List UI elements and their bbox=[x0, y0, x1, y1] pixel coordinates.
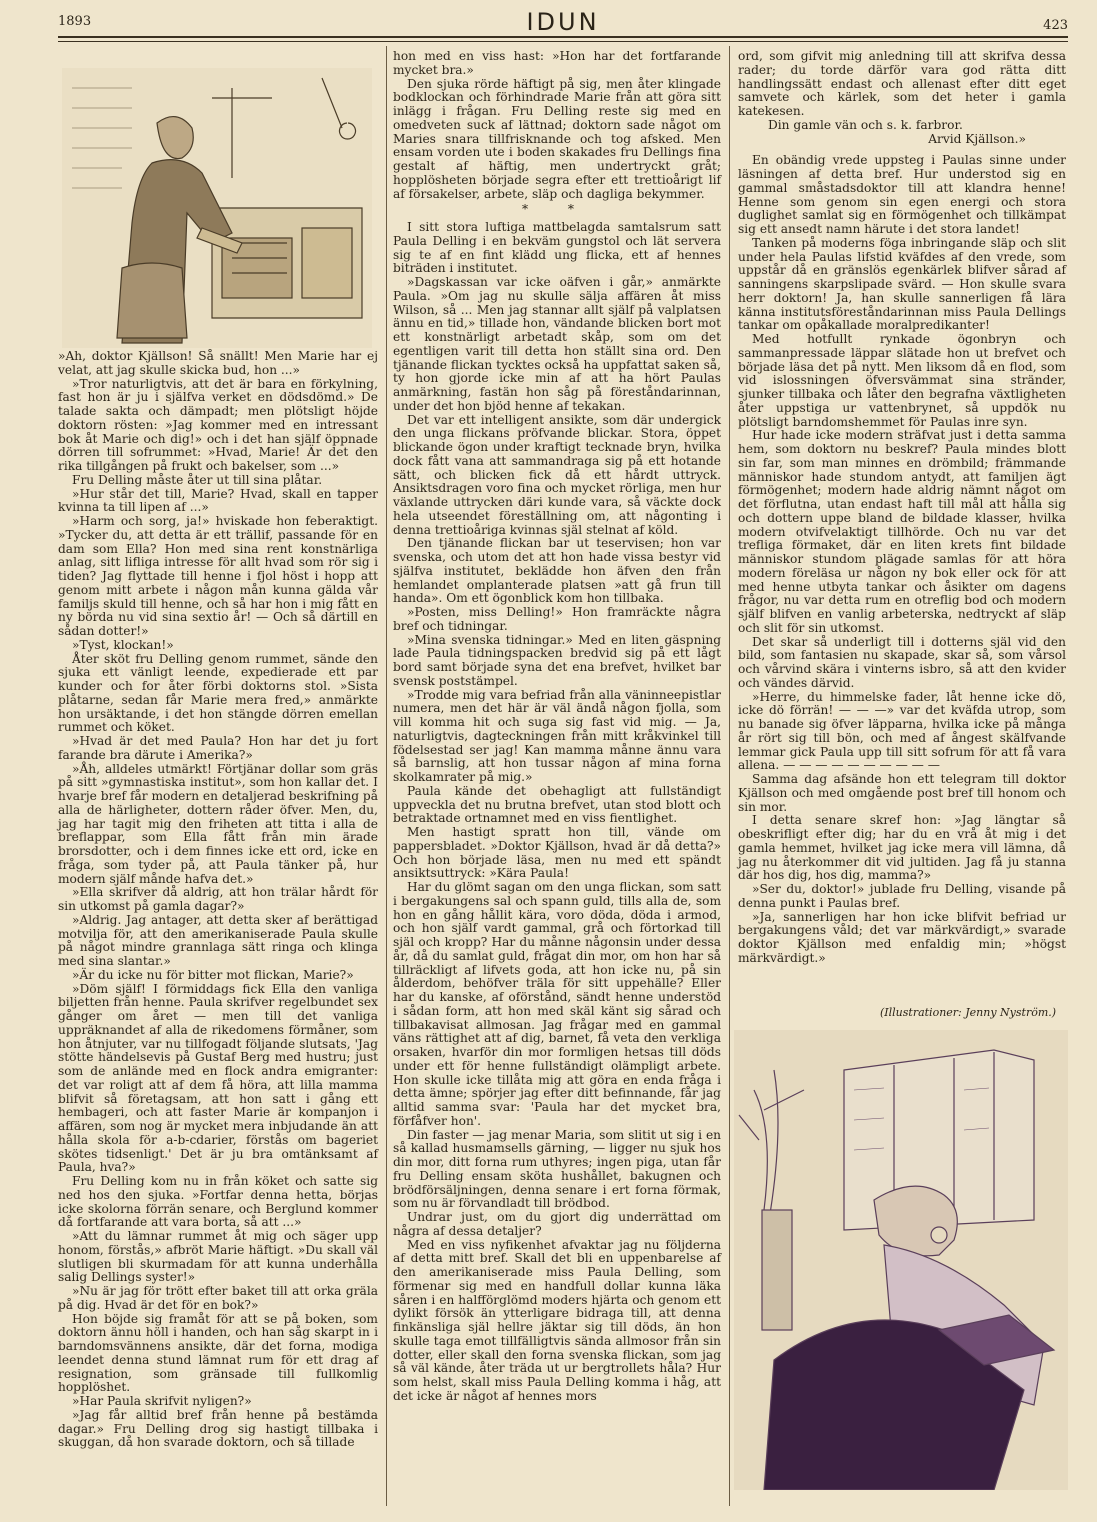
paragraph: »Har Paula skrifvit nyligen?» bbox=[72, 1394, 252, 1408]
paragraph: »Jag får alltid bref från henne på bestämda dagar.» Fru Delling drog sig hastigt tillbaka i skuggan, då hon svarade doktorn, och så tillade bbox=[58, 1407, 378, 1450]
paragraph: Det skar så underligt till i dotterns själ vid den bild, som fantasien nu skapade, skar så, som vårsol och vårvind skära i vinterns isbro, så att den kvider och vändes därvid. bbox=[738, 634, 1066, 690]
paragraph: »Mina svenska tidningar.» Med en liten gäspning lade Paula tidningspacken bredvid sig på ett lågt bord samt började syna det ena brefvet, hvilket bar svensk poststämpel. bbox=[393, 632, 721, 688]
column-left bbox=[58, 50, 378, 1450]
page-year: 1893 bbox=[58, 14, 92, 29]
paragraph: »Att du lämnar rummet åt mig och säger upp honom, förstås,» afbröt Marie häftigt. »Du skall väl slutligen bli skurmadam för att kunna underhålla salig Dellings syster!» bbox=[58, 1229, 378, 1285]
column-divider bbox=[386, 46, 387, 1506]
paragraph: I sitt stora luftiga mattbelagda samtalsrum satt Paula Delling i en bekväm gungstol och lät servera sig te af en fint klädd ung flicka, ett af hennes biträden i institutet. bbox=[393, 220, 721, 276]
paragraph: Men hastigt spratt hon till, vände om pappersbladet. »Doktor Kjällson, hvad är då detta?» Och hon började läsa, men nu med ett spändt ansiktsuttryck: »Kära Paula! bbox=[393, 825, 721, 881]
woman-reclining-illustration bbox=[734, 1030, 1068, 1490]
paragraph: Har du glömt sagan om den unga flickan, som satt i bergakungens sal och spann guld, tills alla de, som hon en gång hållit kära, voro döda, döda i armod, och hon själf vardt gammal, grå och förtorkad till själ och kropp? Har du månne någonsin under dessa år, då du samlat guld, frågat din mor, om hon har så tillräckligt af lifvets goda, att hon icke nu, på sin ålderdom, behöfver träla för sitt uppehälle? Eller har du kanske, af oförstånd, sändt henne understöd i sådan form, att hon med skäl känt sig sårad och tillbakavisat allmosan. Jag frågar med en gammal väns rättighet att af dig, barnet, få veta den verkliga orsaken, hvarför din mor formligen hetsas till döds under ett för henne fullständigt olämpligt arbete. Hon skulle icke tillåta mig att göra en enda fråga i detta ämne; spörjer jag efter ditt befinnande, får jag alltid samma svar: 'Paula har det mycket bra, förfåfver hon'. bbox=[393, 880, 721, 1128]
paragraph: Med hotfullt rynkade ögonbryn och sammanpressade läppar slätade hon ut brefvet och började läsa det på nytt. Men liksom då en flod, som vid islossningen öfversvämmat sina stränder, sjunker tillbaka och låter den begrafna växtligheten åter uppstiga ur vattenbrynet, så uppdök nu plötsligt barndomshemmet för Paulas inre syn. bbox=[738, 332, 1066, 429]
paragraph: Samma dag afsände hon ett telegram till doktor Kjällson och med omgående post bref till honom och sin mor. bbox=[738, 772, 1066, 814]
paragraph: »Ser du, doktor!» jublade fru Delling, visande på denna punkt i Paulas bref. bbox=[738, 882, 1066, 910]
page-header bbox=[58, 8, 1068, 38]
paragraph: »Nu är jag för trött efter baket till att orka gräla på dig. Hvad är det för en bok?» bbox=[58, 1284, 378, 1312]
paragraph: En obändig vrede uppsteg i Paulas sinne under läsningen af detta bref. Hur understod sig en gammal småstadsdoktor till att klandra henne! Henne som genom sin egen energi och stora duglighet samlat sig en förmögenhet och tillkämpat sig ett ansedt namn härute i det stora landet! bbox=[738, 153, 1066, 236]
letter-closing: Din gamle vän och s. k. farbror. bbox=[768, 117, 963, 132]
paragraph: hon med en viss hast: »Hon har det fortfarande mycket bra.» bbox=[393, 49, 721, 77]
paragraph: Hon böjde sig framåt för att se på boken, som doktorn ännu höll i handen, och han såg skarpt in i barndomsvännens ansikte, där det forna, modiga leendet denna stund lämnat rum för ett drag af resignation, som gränsade till fullkomlig hopplöshet. bbox=[58, 1311, 378, 1395]
paragraph: »Posten, miss Delling!» Hon framräckte några bref och tidningar. bbox=[393, 605, 721, 633]
paragraph: »Trodde mig vara befriad från alla väninneepistlar numera, men det här är väl ändå någon fjolla, som vill komma hit och suga sig fast vid mig. — Ja, naturligtvis, dagteckningen från mitt kråkvinkel till födelsestad ser jag! Kan mamma månne ännu vara så barnslig, att hon tussar någon af mina forna skolkamrater på mig.» bbox=[393, 687, 721, 784]
paragraph: »Herre, du himmelske fader, låt henne icke dö, icke dö förrän! — — —» var det kväfda utrop, som nu banade sig öfver läpparna, hvilka icke på många år rört sig till bön, och med af ångest skälfvande lemmar gick Paula upp till sitt sofrum för att få vara allena. — — — — — — — — — — bbox=[738, 689, 1066, 773]
paragraph: Det var ett intelligent ansikte, som där undergick den unga flickans pröfvande blickar. Stora, öppet blickande ögon under kraftigt tecknade bryn, hvilka dock fått vana att sammandraga sig på ett hotande sätt, och blicken fick då ett hårdt uttryck. Ansiktsdragen voro fina och mycket rörliga, men hur växlande uttrycken däri kunde vara, så väckte dock hela utseendet föreställning om, att någonting i denna trettioåriga kvinnas själ stelnat af köld. bbox=[393, 412, 721, 537]
paragraph: Din faster — jag menar Maria, som slitit ut sig i en så kallad husmamsells gärning, — ligger nu sjuk hos din mor, ditt forna rum uthyres; ingen piga, utan får fru Delling ensam sköta hushållet, bakugnen och brödförsäljningen, denna senare i ert forna förmak, som nu är förvandladt till brödbod. bbox=[393, 1127, 722, 1211]
paragraph: ord, som gifvit mig anledning till att skrifva dessa rader; du torde därför vara god rätta ditt handlingssätt endast och allenast efter ditt eget samvete och kärlek, som det heter i gamla katekesen. bbox=[738, 49, 1066, 118]
letter-signature: Arvid Kjällson.» bbox=[928, 131, 1026, 146]
column-divider bbox=[729, 46, 730, 1506]
paragraph: »Tror naturligtvis, att det är bara en förkylning, fast hon är ju i själfva verket en dödsdömd.» De talade sakta och dämpadt; men plötsligt höjde doktorn rösten: »Jag kommer med en intressant bok åt Marie och dig!» och i det han själf öppnade dörren till sofrummet: »Hvad, Marie! Är det den rika tillgången på frukt och bakelser, som ...» bbox=[58, 376, 378, 473]
paragraph: »Tyst, klockan!» bbox=[72, 637, 174, 652]
paragraph: Åter sköt fru Delling genom rummet, sände den sjuka ett vänligt leende, expedierade ett par kunder och for åter förbi doktorns stol. »Sista plåtarne, sedan får Marie mera fred,» anmärkte hon ursäktande, i det hon stängde dörren emellan rummet och köket. bbox=[58, 651, 378, 735]
paragraph: »Hur står det till, Marie? Hvad, skall en tapper kvinna ta till lipen af ...» bbox=[58, 486, 378, 515]
column-right bbox=[738, 50, 1066, 966]
paragraph: »Ella skrifver då aldrig, att hon trälar hårdt för sin utkomst på gamla dagar?» bbox=[58, 885, 378, 913]
paragraph: Den tjänande flickan bar ut teservisen; hon var svenska, och utom det att hon hade vissa bestyr vid själfva institutet, beklädde hon äfven den från hemlandet omplanterade platsen »att gå frun till handa». Om ett ögonblick kom hon tillbaka. bbox=[393, 536, 721, 606]
paragraph: Fru Delling kom nu in från köket och satte sig ned hos den sjuka. »Fortfar denna hetta, börjas icke skolorna förrän senare, och Berglund kommer då fortfarande att vara borta, så att ...» bbox=[58, 1174, 378, 1230]
paragraph: Med en viss nyfikenhet afvaktar jag nu följderna af detta mitt bref. Skall det bli en uppenbarelse af den amerikaniserade miss Paula Delling, som förmenar sig med en handfull dollar kunna läka såren i en halfförglömd moders hjärta och genom ett dylikt försök än ytterligare bidraga till, att denna finkänsliga själ hellre jäktar sig till döds, än hon skulle taga emot tillfälligtvis sända allmosor från sin dotter, eller skall den forna svenska flickan, som jag så väl kände, åter träda ut ur bergtrollets håla? Hur som helst, skall miss Paula Delling komma i håg, att det icke är något af hennes mors bbox=[393, 1237, 721, 1403]
paragraph: »Är du icke nu för bitter mot flickan, Marie?» bbox=[72, 967, 354, 982]
paragraph: »Harm och sorg, ja!» hviskade hon feberaktigt. »Tycker du, att detta är ett trällif, passande för en dam som Ella? Hon med sina rent konstnärliga anlag, sitt lifliga intresse för allt hvad som rör sig i tiden? Jag flyttade till henne i fjol höst i hopp att genom mitt arbete i någon mån kunna gälda vår familjs skuld till henne, och så har hon i mig fått en ny börda nu vid sina sextio år! — Och så därtill en sådan dotter!» bbox=[58, 514, 378, 638]
header-rule bbox=[58, 36, 1068, 38]
paragraph: Paula kände det obehagligt att fullständigt uppveckla det nu brutna brefvet, utan stod blott och betraktade ortnamnet med en viss fientlighet. bbox=[393, 783, 721, 826]
column-middle bbox=[393, 50, 721, 1404]
illustration-credit: (Illustrationer: Jenny Nyström.) bbox=[880, 1006, 1057, 1019]
section-break: * * bbox=[521, 202, 593, 217]
page-number: 423 bbox=[1043, 18, 1068, 33]
paragraph: »Hvad är det med Paula? Hon har det ju fort farande bra därute i Amerika?» bbox=[58, 734, 378, 762]
paragraph: »Åh, alldeles utmärkt! Förtjänar dollar som gräs på sitt »gymnastiska institut», som hon kallar det. I hvarje bref får modern en detaljerad beskrifning på alla de härligheter, dottern råder öfver. Men, du, jag har tagit mig den friheten att titta i alla de breflappar, som Ella fått från min ärade brorsdotter, och i dem finnes icke ett ord, icke en fråga, som tyder på, att Paula tänker på, hur modern själf månde hafva det.» bbox=[58, 761, 378, 886]
paragraph: Tanken på moderns föga inbringande släp och slit under hela Paulas lifstid kväfdes af den vrede, som uppstår då en gränslös egenkärlek blifver sårad af sanningens skarpslipade svärd. — Hon skulle svara herr doktorn! Ja, han skulle sannerligen få lära känna institutsföreståndarinnan miss Paula Dellings tankar om opåkallade moralpredikanter! bbox=[738, 235, 1066, 333]
paragraph: Undrar just, om du gjort dig underrättad om några af dessa detaljer? bbox=[393, 1210, 721, 1238]
paragraph: Hur hade icke modern sträfvat just i detta samma hem, som doktorn nu beskref? Paula mindes blott sin far, som man minnes en drömbild; främmande människor hade stundom antydt, att familjen ägt förmögenhet; modern hade aldrig nämnt något om det förflutna, utan endast haft till mål att hålla sig och dottern uppe bland de bildade klasser, hvilka modern otvifvelaktigt tillhörde. Och nu var det trefliga förmaket, där en liten krets fint bildade människor stundom plägade samlas för att höra modern föreläsa ur någon ny bok eller ock för att med henne utbyta tankar och åsikter om dagens frågor, nu var detta rum en otreflig bod och modern själf blifven en vanlig arbeterska, nedtryckt af släp och slit för sin utkomst. bbox=[738, 428, 1066, 635]
header-rule-thin bbox=[58, 41, 1068, 42]
magazine-title: IDUN bbox=[526, 8, 600, 36]
paragraph: Fru Delling måste åter ut till sina plåtar. bbox=[72, 472, 323, 487]
paragraph: »Ah, doktor Kjällson! Så snällt! Men Marie har ej velat, att jag skulle skicka bud, hon ...» bbox=[58, 349, 378, 377]
paragraph: »Döm själf! I förmiddags fick Ella den vanliga biljetten från henne. Paula skrifver regelbundet sex gånger om året — men till det vanliga uppräknandet af alla de rikedomens förmåner, som hon åtnjuter, var nu tillfogadt följande slutsats, 'Jag stötte händelsevis på Gustaf Berg med hustru; just som de anlände med en flock andra emigranter: det var roligt att af dem få höra, att lilla mamma blifvit så företagsam, att hon satt i gång ett hembageri, och att faster Marie är kompanjon i affären, som nog är mycket mera inbjudande än att hålla skola för a-b-cdarier, förstås om bageriet skötes tidsenligt.' Det är ju bra omtänksamt af Paula, hva?» bbox=[58, 981, 378, 1175]
paragraph: I detta senare skref hon: »Jag längtar så obeskrifligt efter dig; har du en vrå åt mig i det gamla hemmet, hvilket jag icke mera vill lämna, då jag nu återkommer dit vid jultiden. Jag få ju stanna där hos dig, hos dig, mamma?» bbox=[738, 813, 1066, 883]
paragraph: Den sjuka rörde häftigt på sig, men åter klingade bodklockan och förhindrade Marie från att göra sitt inlägg i frågan. Fru Delling reste sig med en omedveten suck af lättnad; doktorn sade något om Maries snara tillfrisknande och tog afsked. Men ensam vorden ute i boden skakades fru Dellings fina gestalt af häftig, men undertryckt gråt; hopplösheten började segra efter ett trettioårigt lif af försakelser, arbete, släp och dagliga bekymmer. bbox=[393, 76, 721, 201]
paragraph: »Aldrig. Jag antager, att detta sker af berättigad motvilja för, att den amerikaniserade Paula skulle på något mindre grannlaga sätt ringa och klinga med sina slantar.» bbox=[58, 912, 378, 968]
paragraph: »Ja, sannerligen har hon icke blifvit befriad ur bergakungens våld; det var märkvärdigt,» svarade doktor Kjällson med enfaldig min; »högst märkvärdigt.» bbox=[738, 909, 1066, 965]
paragraph: »Dagskassan var icke oäfven i går,» anmärkte Paula. »Om jag nu skulle sälja affären åt miss Wilson, så ... Men jag stannar allt själf på valplatsen ännu en tid,» tillade hon, vändande blicken bort mot ett konstnärligt arbetadt skåp, som om det egentligen varit till detta hon ställt sina ord. Den tjänande flickan tycktes också ha uppfattat saken så, ty hon gjorde icke min af att ha hört Paulas anmärkning, fastän hon såg på föreståndarinnan, under det hon bjöd henne af tekakan. bbox=[393, 275, 721, 413]
